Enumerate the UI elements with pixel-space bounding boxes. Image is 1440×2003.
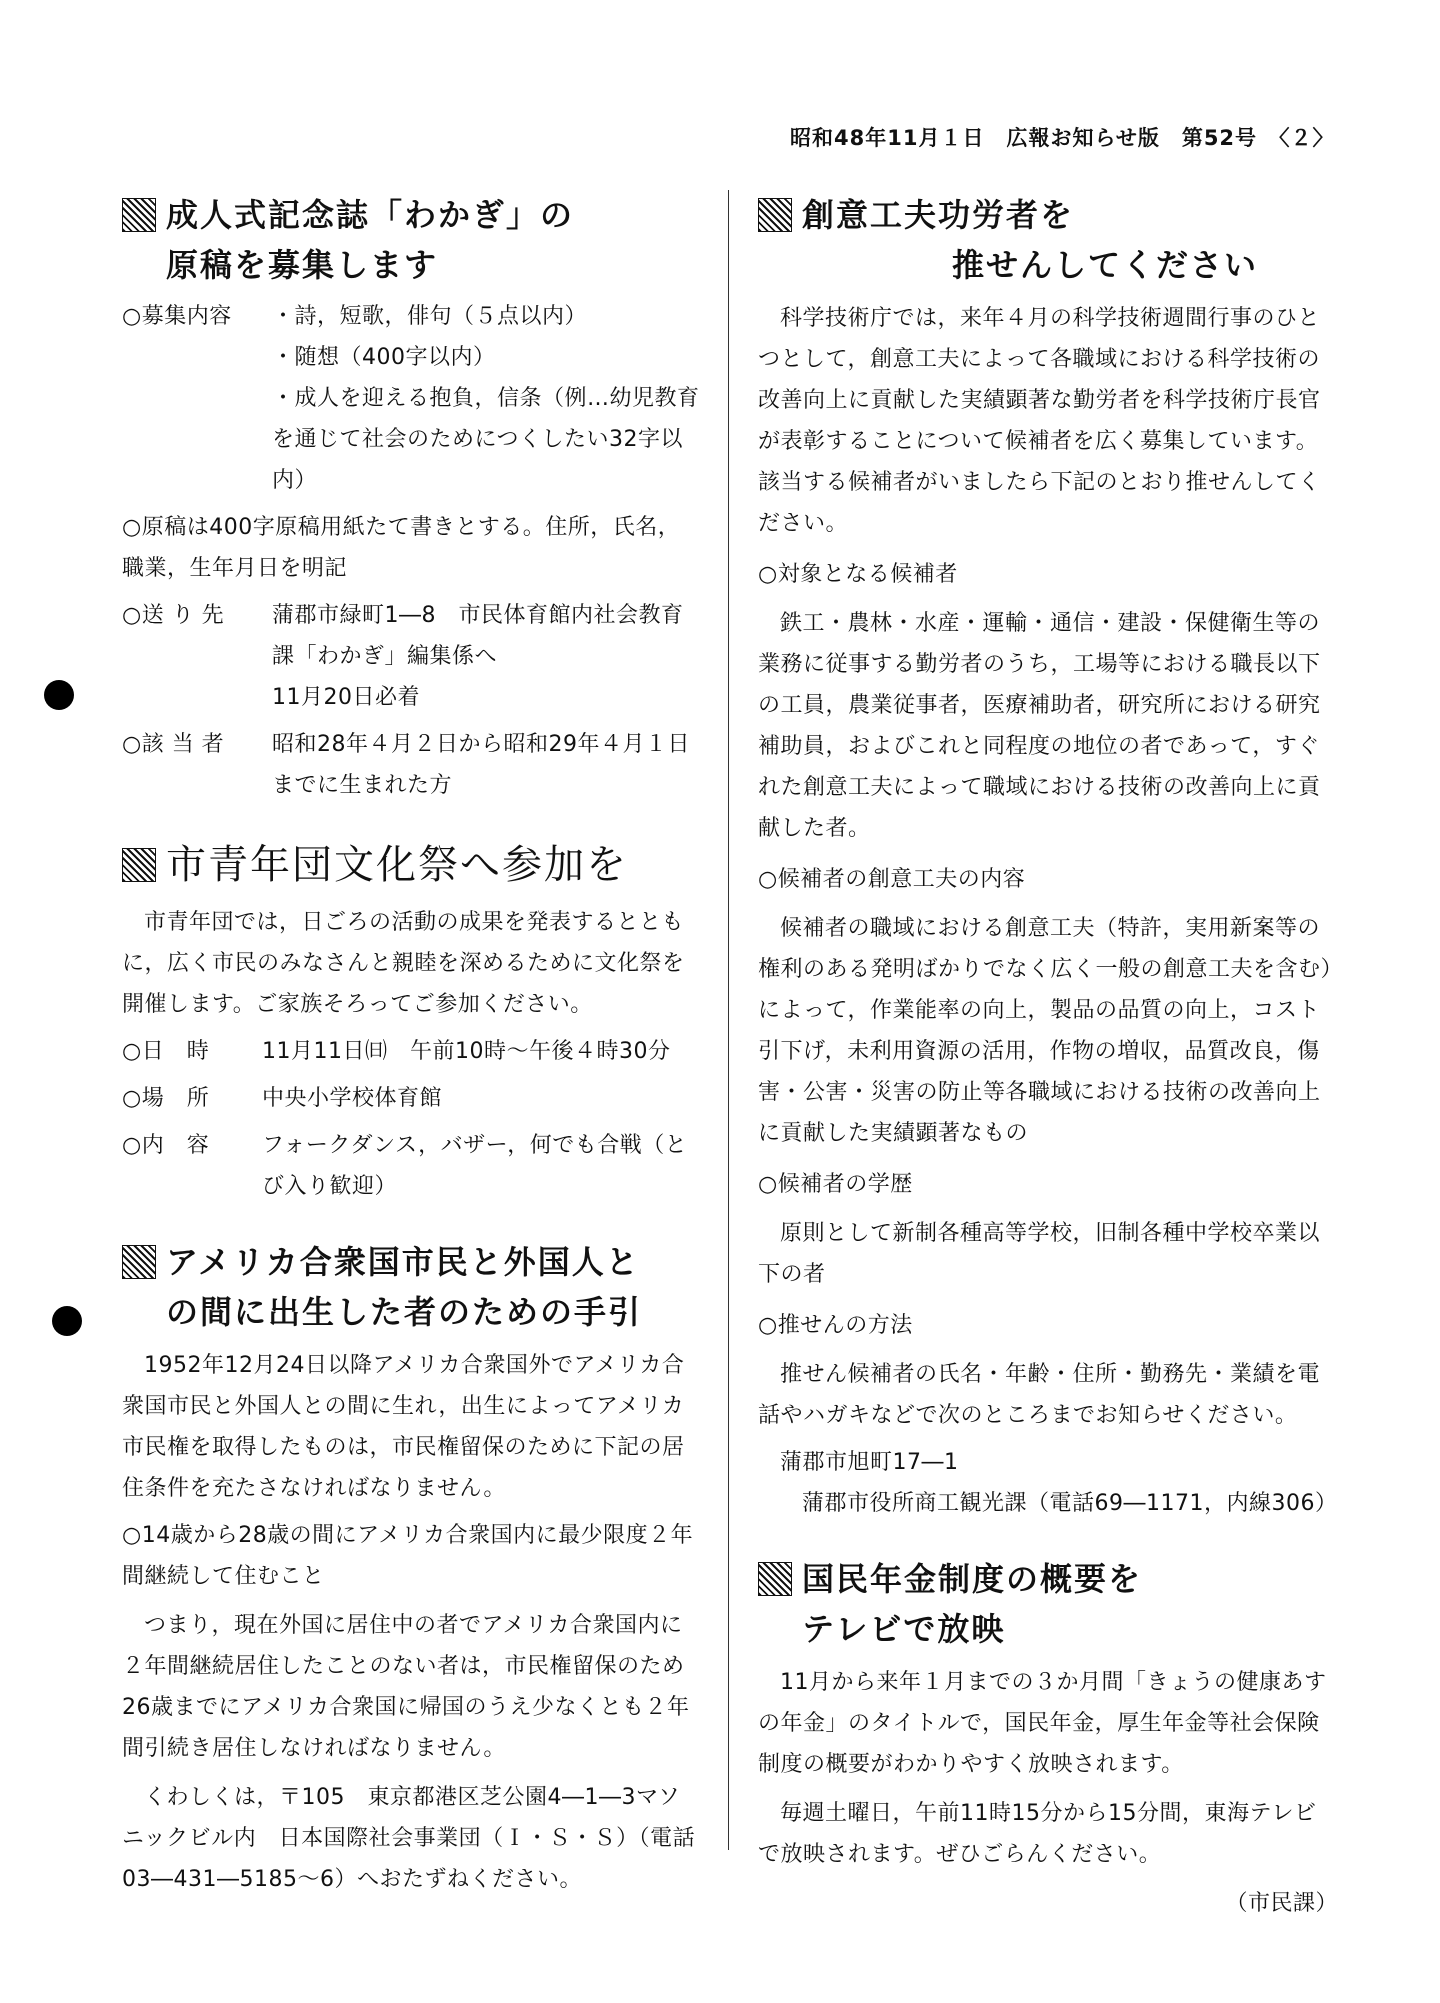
section-heading: [758, 190, 1338, 240]
item-value: [272, 296, 702, 378]
binding-hole-bottom: [52, 1306, 82, 1336]
item-value: 11月11日㈰ 午前10時～午後４時30分: [262, 1039, 671, 1064]
list-item: [122, 595, 702, 718]
hatch-mark-icon: [122, 1245, 156, 1279]
heading-text: 創意工夫功労者を: [802, 196, 1075, 234]
item-line: 11月20日必着: [272, 685, 420, 710]
item-line: ・随想（400字以内）: [272, 345, 496, 370]
item-value: フォークダンス，バザー，何でも合戦（とび入り歓迎）: [262, 1133, 688, 1199]
item-label: ○送 り 先: [122, 603, 225, 628]
subheading: ○候補者の学歴: [758, 1172, 913, 1197]
hatch-mark-icon: [122, 198, 156, 232]
paragraph: 1952年12月24日以降アメリカ合衆国外でアメリカ合衆国市民と外国人との間に生れ，出生によってアメリカ市民権を取得したものは，市民権留保のために下記の居住条件を充たさなければなりません。: [122, 1353, 685, 1501]
item-label: ○該 当 者: [122, 732, 225, 757]
section-youth-festival: [122, 836, 702, 1207]
paragraph: 推せん候補者の氏名・年齢・住所・勤務先・業績を電話やハガキなどで次のところまでお知らせください。: [758, 1362, 1321, 1428]
paragraph: つまり，現在外国に居住中の者でアメリカ合衆国内に２年間継続居住したことのない者は，市民権留保のため26歳までにアメリカ合衆国に帰国のうえ少なくとも２年間引続き居住しなければなりません。: [122, 1613, 690, 1761]
section-body: [122, 296, 702, 806]
paragraph: 11月から来年１月までの３か月間「きょうの健康あすの年金」のタイトルで，国民年金，厚生年金等社会保険制度の概要がわかりやすく放映されます。: [758, 1670, 1327, 1777]
paragraph: 科学技術庁では，来年４月の科学技術週間行事のひとつとして，創意工夫によって各職域における科学技術の改善向上に貢献した実績顕著な勤労者を科学技術庁長官が表彰することについて候補者を広く募集しています。該当する候補者がいましたら下記のとおり推せんしてください。: [758, 306, 1321, 536]
item-line: 蒲郡市緑町1―8 市民体育館内社会教育課「わかぎ」編集係へ: [272, 603, 684, 669]
right-column: [758, 190, 1338, 1954]
list-item: [122, 724, 702, 806]
address-contact: 蒲郡市役所商工観光課（電話69―1171，内線306）: [802, 1491, 1338, 1516]
list-item: [122, 1125, 702, 1207]
list-item: [122, 1031, 702, 1072]
item-label: ○場 所: [122, 1086, 210, 1111]
left-column: [122, 190, 702, 1930]
condition-line: ○14歳から28歳の間にアメリカ合衆国内に最少限度２年間継続して住むこと: [122, 1523, 694, 1589]
subheading: ○候補者の創意工夫の内容: [758, 867, 1026, 892]
paragraph: 毎週土曜日，午前11時15分から15分間，東海テレビで放映されます。ぜひごらんください。: [758, 1801, 1317, 1867]
section-body: [758, 1662, 1338, 1924]
section-pension-tv: [758, 1554, 1338, 1924]
page-header: 昭和48年11月１日 広報お知らせ版 第52号 〈２〉: [790, 126, 1335, 150]
section-body: [122, 1345, 702, 1900]
heading-text: アメリカ合衆国市民と外国人と の間に出生した者のための手引: [166, 1243, 643, 1331]
list-item: [122, 296, 702, 378]
item-line: ・成人を迎える抱負，信条（例…幼児教育を通じて社会のためにつくしたい32字以内）: [272, 386, 700, 493]
paragraph: 候補者の職域における創意工夫（特許，実用新案等の権利のある発明ばかりでなく広く一般の創意工夫を含む）によって，作業能率の向上，製品の品質の向上，コスト引下げ，未利用資源の活用，作物の増収，品質改良，傷害・公害・災害の防止等各職域における技術の改善向上に貢献した実績顕著なもの: [758, 916, 1333, 1146]
column-divider: [728, 190, 729, 1850]
section-body: [758, 298, 1338, 1524]
hatch-mark-icon: [122, 848, 156, 882]
paragraph: くわしくは，〒105 東京都港区芝公園4―1―3マソニックビル内 日本国際社会事業団（Ｉ・Ｓ・Ｓ）（電話03―431―5185～6）へおたずねください。: [122, 1785, 696, 1892]
section-heading-line2: [758, 240, 1338, 290]
item-label: ○内 容: [122, 1133, 210, 1158]
subheading: ○推せんの方法: [758, 1313, 913, 1338]
credit-line: （市民課）: [1225, 1891, 1338, 1916]
item-value: 中央小学校体育館: [262, 1086, 443, 1111]
paragraph: 原則として新制各種高等学校，旧制各種中学校卒業以下の者: [758, 1221, 1321, 1287]
paragraph: 鉄工・農林・水産・運輸・通信・建設・保健衛生等の業務に従事する勤労者のうち，工場等における職長以下の工員，農業従事者，医療補助者，研究所における研究補助員，およびこれと同程度の地位の者であって，すぐれた創意工夫によって職域における技術の改善向上に貢献した者。: [758, 611, 1321, 841]
genko-line: ○原稿は400字原稿用紙たて書きとする。住所，氏名，職業，生年月日を明記: [122, 515, 681, 581]
section-us-citizen-guide: [122, 1237, 702, 1900]
section-heading: [758, 1554, 1338, 1654]
address-line: 蒲郡市旭町17―1: [780, 1450, 959, 1475]
binding-hole-top: [44, 680, 74, 710]
item-label: ○募集内容: [122, 304, 232, 329]
section-heading: [122, 1237, 702, 1337]
heading-text: 成人式記念誌「わかぎ」の 原稿を募集します: [166, 196, 575, 284]
item-line: ・詩，短歌，俳句（５点以内）: [272, 304, 588, 329]
heading-text: 市青年団文化祭へ参加を: [166, 842, 628, 888]
hatch-mark-icon: [758, 1562, 792, 1596]
item-value: 昭和28年４月２日から昭和29年４月１日までに生まれた方: [272, 732, 690, 798]
heading-text: 国民年金制度の概要を テレビで放映: [802, 1560, 1143, 1648]
list-item: [122, 1078, 702, 1119]
section-wakagi: [122, 190, 702, 806]
section-heading: [122, 836, 702, 894]
item-label: ○日 時: [122, 1039, 210, 1064]
section-body: [122, 902, 702, 1207]
heading-text: 推せんしてください: [951, 246, 1258, 284]
section-heading: [122, 190, 702, 290]
hatch-mark-icon: [758, 198, 792, 232]
item-value: [272, 595, 702, 718]
section-creativity-award: [758, 190, 1338, 1524]
subheading: ○対象となる候補者: [758, 562, 958, 587]
paragraph: 市青年団では，日ごろの活動の成果を発表するとともに，広く市民のみなさんと親睦を深めるために文化祭を開催します。ご家族そろってご参加ください。: [122, 910, 685, 1017]
